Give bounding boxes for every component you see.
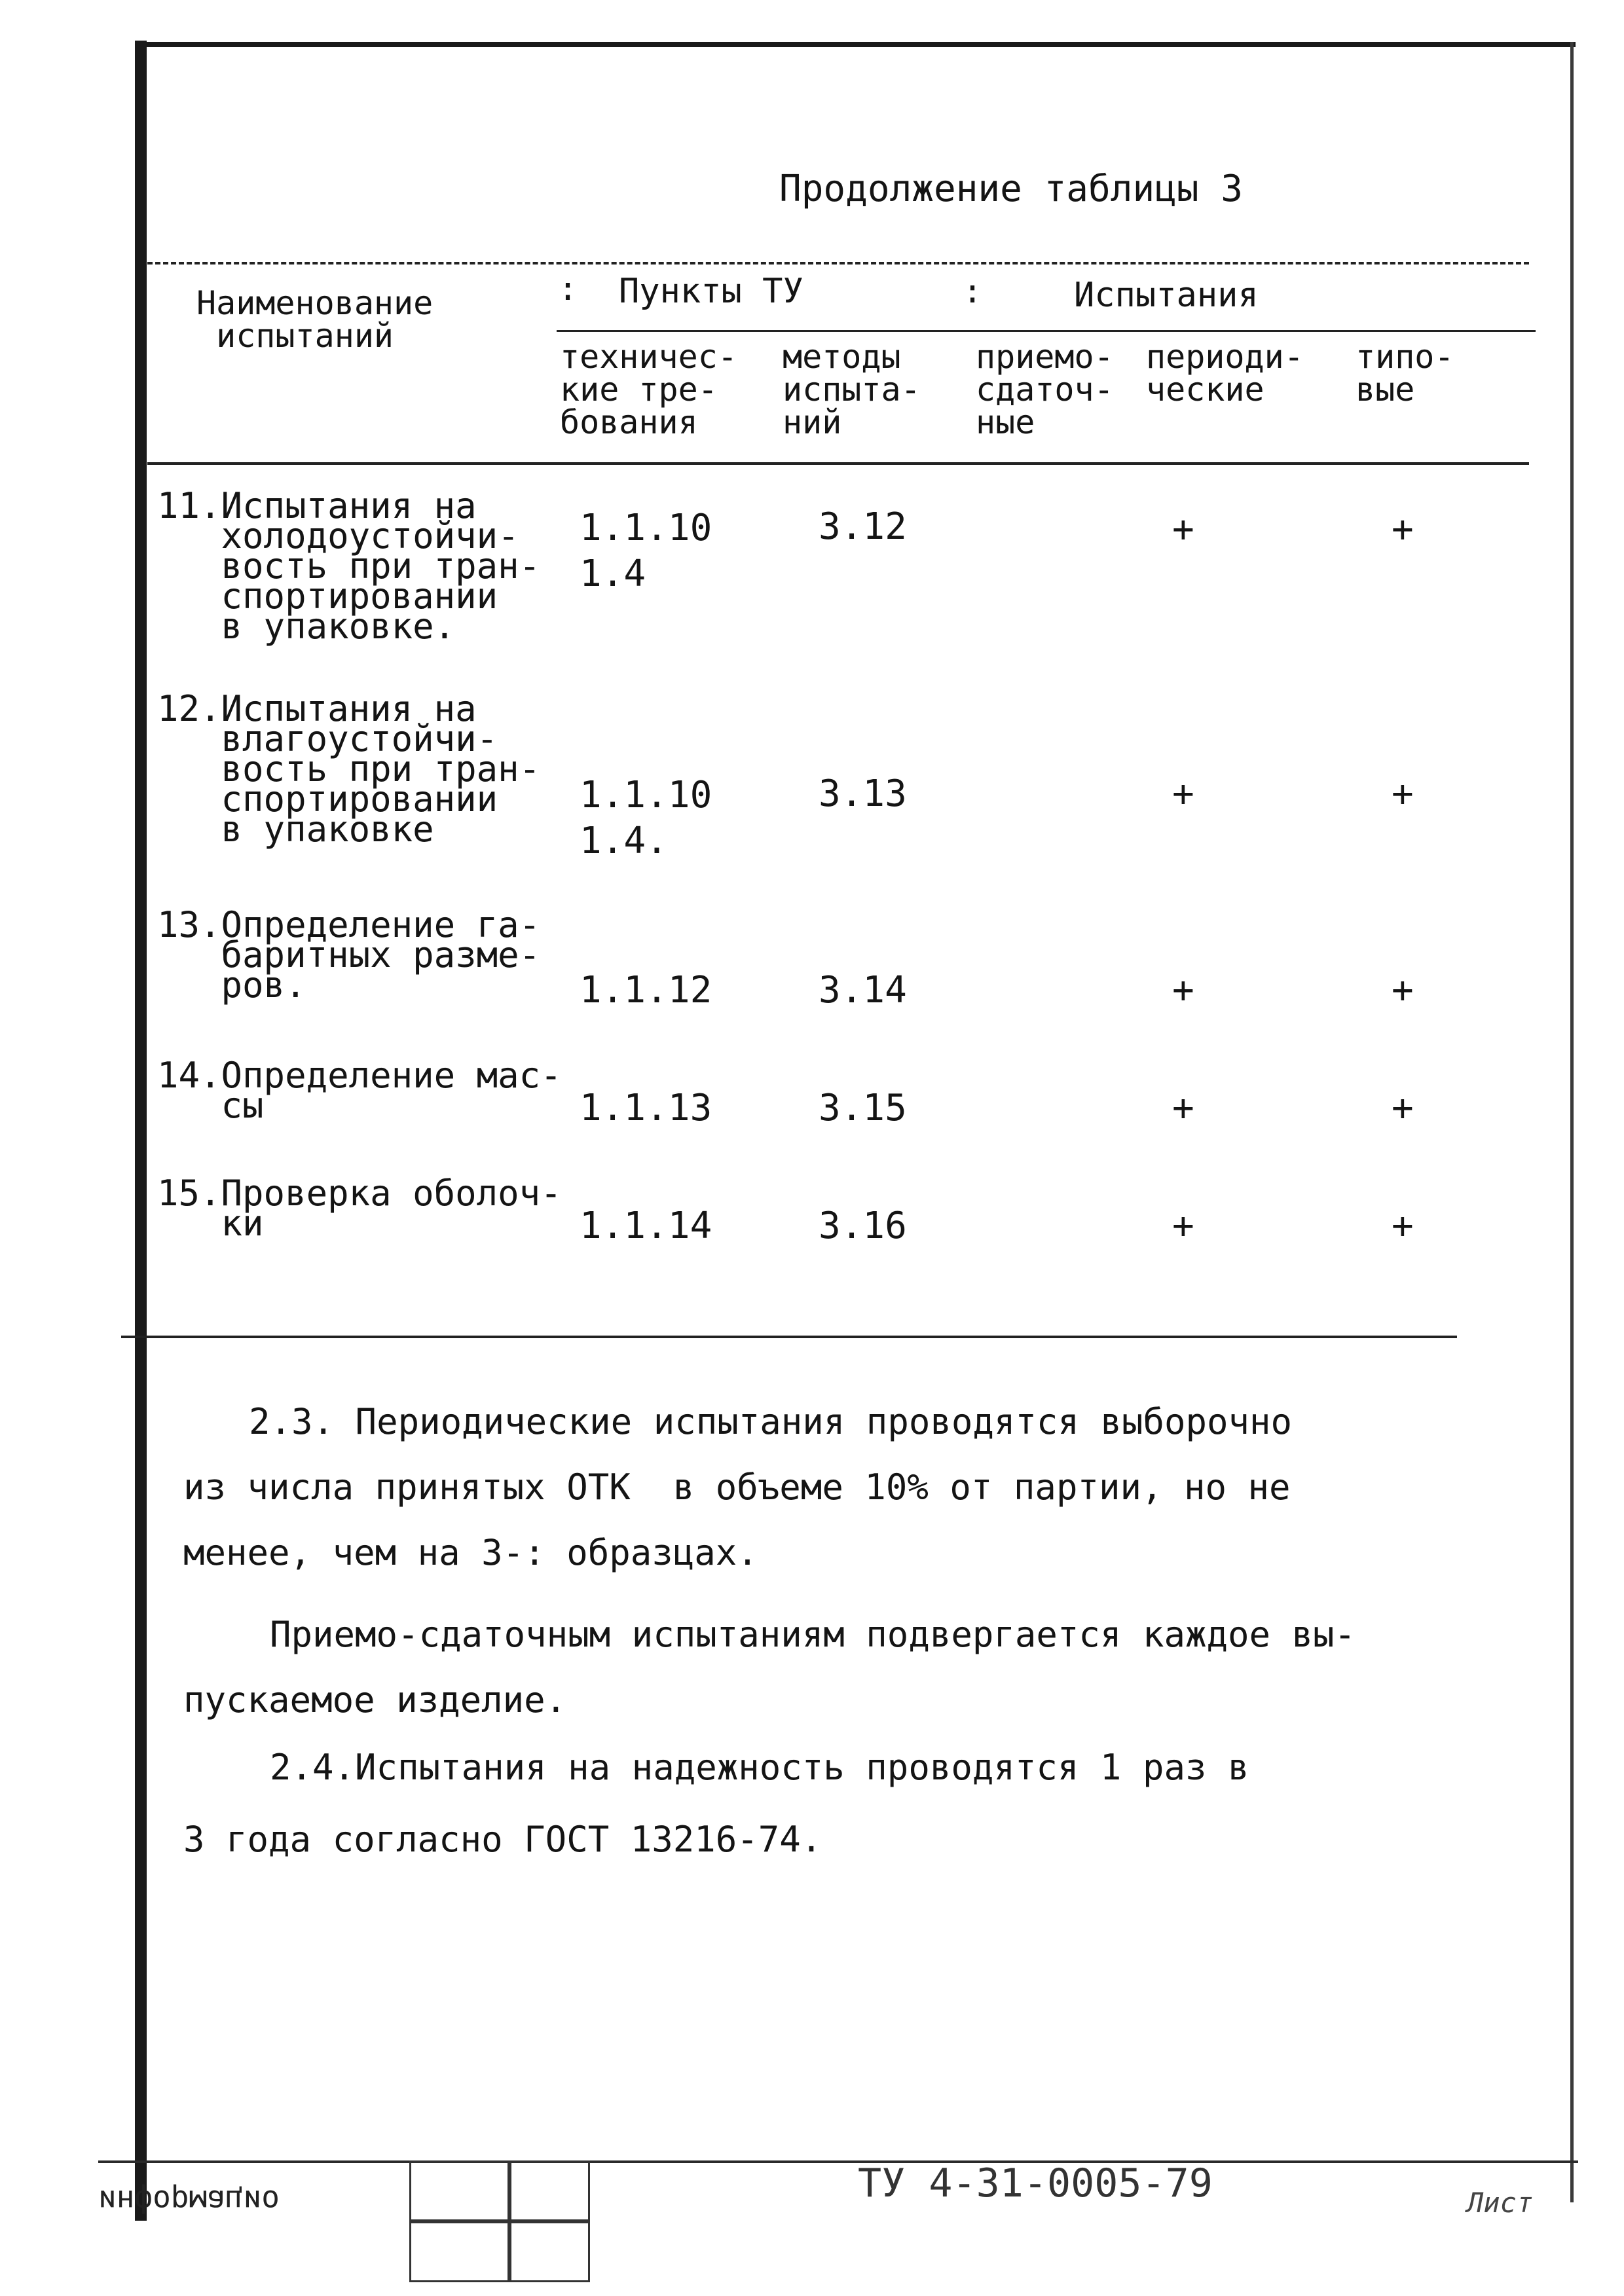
row-periodic-mark: + [1172,1205,1194,1247]
header-tu-points: Пункты ТУ [619,272,803,311]
row-typical-mark: + [1392,773,1414,815]
paragraph-2-4-line-2: 3 года согласно ГОСТ 13216-74. [183,1819,822,1860]
stamp-label: информацио [98,2183,280,2219]
table-top-rule [147,262,1529,264]
header-type-tests: типо- вые [1356,338,1454,409]
row-tech-ref: 1.1.13 [580,1087,712,1129]
header-separator-2: : [963,272,983,310]
header-test-methods: методы испыта- ний [783,338,921,441]
paragraph-2-3-line-3: менее, чем на 3-: образцах. [183,1532,758,1573]
row-test-name: 12.Испытания на влагоустойчи- вость при тран- спортировании в упаковке [157,688,541,850]
header-subgroup-rule [557,330,1536,332]
header-test-name: Наименование испытаний [196,284,434,355]
page-frame-top-border [135,42,1576,47]
row-method-ref: 3.16 [819,1205,907,1247]
row-test-name: 13.Определение га- баритных разме- ров. [157,904,541,1006]
header-bottom-rule [147,462,1529,465]
row-typical-mark: + [1392,1087,1414,1129]
row-periodic-mark: + [1172,969,1194,1011]
row-tech-ref: 1.1.10 1.4. [580,774,712,862]
paragraph-2-3-line-1: 2.3. Периодические испытания проводятся выборочно [249,1401,1293,1442]
row-test-name: 11.Испытания на холодоустойчи- вость при тран- спортировании в упаковке. [157,485,541,647]
title-block-stamp [95,2160,599,2291]
row-typical-mark: + [1392,969,1414,1011]
row-periodic-mark: + [1172,508,1194,551]
row-tech-ref: 1.1.12 [580,969,712,1011]
paragraph-2-3-line-2: из числа принятых ОТК в объеме 10% от партии, но не [183,1467,1291,1508]
document-code: ТУ 4-31-0005-79 [858,2160,1213,2206]
row-method-ref: 3.13 [819,773,907,815]
row-method-ref: 3.14 [819,969,907,1011]
sheet-label: Лист [1467,2187,1534,2219]
row-tech-ref: 1.1.10 1.4 [580,507,712,595]
paragraph-acceptance-line-1: Приемо-сдаточным испытаниям подвергается каждое вы- [270,1614,1356,1655]
page-frame-right-border [1570,42,1574,2202]
header-periodic-tests: периоди- ческие [1146,338,1304,409]
row-typical-mark: + [1392,508,1414,551]
header-tests-group: Испытания [1074,276,1259,315]
row-typical-mark: + [1392,1205,1414,1247]
row-periodic-mark: + [1172,773,1194,815]
page-frame-left-border [135,41,147,2221]
table-caption: Продолжение таблицы 3 [779,168,1244,210]
paragraph-acceptance-line-2: пускаемое изделие. [183,1679,567,1721]
row-test-name: 14.Определение мас- сы [157,1055,562,1126]
row-method-ref: 3.12 [819,505,907,548]
row-test-name: 15.Проверка оболоч- ки [157,1173,562,1244]
row-method-ref: 3.15 [819,1087,907,1129]
row-periodic-mark: + [1172,1087,1194,1129]
header-acceptance-tests: приемо- сдаточ- ные [976,338,1114,441]
row-tech-ref: 1.1.14 [580,1205,712,1247]
header-separator: : [558,270,578,308]
table-bottom-rule [121,1336,1457,1338]
header-technical-requirements: техничес- кие тре- бования [560,338,737,441]
paragraph-2-4-line-1: 2.4.Испытания на надежность проводятся 1 раз в [270,1747,1249,1788]
